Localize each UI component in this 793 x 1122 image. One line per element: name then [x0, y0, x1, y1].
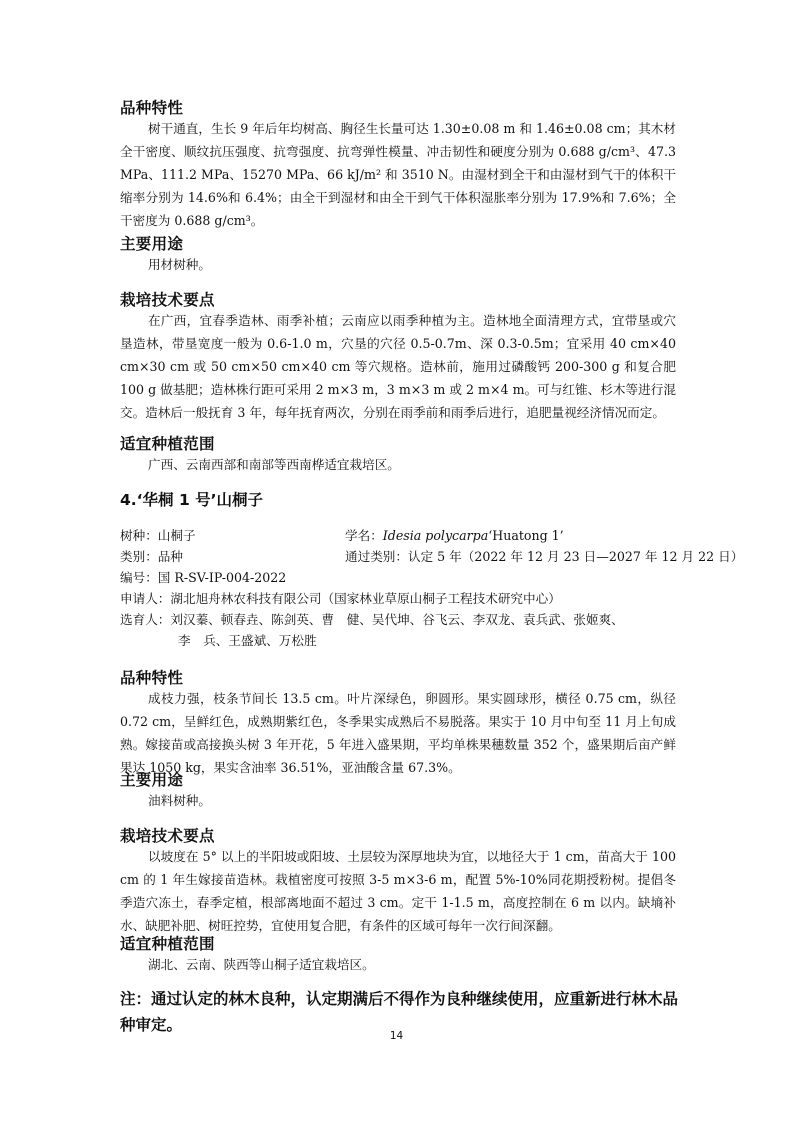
breeders-names-1: 刘汉蓁、顿春垚、陈剑英、曹 健、吴代坤、谷飞云、李双龙、袁兵武、张姬爽、	[170, 612, 624, 627]
traits-text: 树干通直，生长 9 年后年均树高、胸径生长量可达 1.30±0.08 m 和 1.46±0.08 cm；其木材全干密度、顺纹抗压强度、抗弯强度、抗弯弹性模量、冲击韧性和硬度分别为 0.688 g/cm³、47.3 MPa、111.2 MPa、15270 MPa、66 kJ/m² 和 3510 N。由湿材到全干和由湿材到气干的体积干缩率分别为 14.6%和 6.4%；由全干到湿材和由全干到气干体积湿胀率分别为 17.9%和 7.6%；全干密度为 0.688 g/cm³。	[120, 121, 676, 228]
sci-label: 学名：	[345, 528, 383, 543]
cultivation-text-2: 以坡度在 5° 以上的半阳坡或阳坡、土层较为深厚地块为宜，以地径大于 1 cm，苗高大于 100 cm 的 1 年生嫁接苗造林。栽植密度可按照 3-5 m×3-6 m，配置 5%-10%同花期授粉树。提倡冬季造穴冻土，春季定植，根部离地面不超过 3 cm。定干 1-1.5 m，高度控制在 6 m 以内。缺墒补水、缺肥补肥、树旺控势，宜使用复合肥，有条件的区域可每年一次行间深翻。	[120, 849, 676, 933]
heading-main-use-2: 主要用途	[120, 771, 184, 789]
heading-cultivation-2: 栽培技术要点	[120, 827, 215, 845]
code-value: 国 R-SV-IP-004-2022	[157, 570, 287, 585]
paragraph-main-use	[120, 253, 676, 276]
paragraph-main-use-2	[120, 789, 676, 812]
use-text-2: 油料树种。	[148, 793, 211, 808]
heading-cultivation: 栽培技术要点	[120, 291, 215, 309]
breeders-line	[120, 609, 624, 628]
code-label: 编号：	[120, 570, 158, 585]
heading-variety-traits-2: 品种特性	[120, 669, 184, 687]
heading-planting-range-2: 适宜种植范围	[120, 935, 215, 953]
traits-text-2: 成枝力强，枝条节间长 13.5 cm。叶片深绿色，卵圆形。果实圆球形，横径 0.75 cm，纵径 0.72 cm，呈鲜红色，成熟期紫红色，冬季果实成熟后不易脱落。果实于 10 月中旬至 11 月上旬成熟。嫁接苗或高接换头树 3 年开花，5 年进入盛果期，平均单株果穗数量 352 个，盛果期后亩产鲜果达 1050 kg，果实含油率 36.51%，亚油酸含量 67.3%。	[120, 691, 676, 775]
code-line	[120, 567, 286, 586]
paragraph-planting-range-2	[120, 953, 676, 976]
breeders-label: 选育人：	[120, 612, 171, 627]
certification-note: 注：通过认定的林木良种，认定期满后不得作为良种继续使用，应重新进行林木品种审定。	[120, 990, 679, 1034]
paragraph-cultivation-2	[120, 845, 676, 937]
paragraph-variety-traits	[120, 117, 676, 232]
approval-label: 通过类别：	[345, 549, 408, 564]
range-text-2: 湖北、云南、陕西等山桐子适宜栽培区。	[148, 957, 375, 972]
breeders-names-2: 李 兵、王盛斌、万松胜	[178, 633, 317, 648]
category-value: 品种	[157, 549, 183, 564]
range-text: 广西、云南西部和南部等西南桦适宜栽培区。	[148, 457, 400, 472]
heading-variety-traits: 品种特性	[120, 99, 184, 117]
approval-value: 认定 5 年（2022 年 12 月 23 日—2027 年 12 月 22 日）	[407, 549, 744, 564]
species-line	[120, 525, 196, 544]
species-value: 山桐子	[157, 528, 196, 543]
heading-planting-range: 适宜种植范围	[120, 435, 215, 453]
paragraph-variety-traits-2	[120, 687, 676, 779]
cultivation-text: 在广西，宜春季造林、雨季补植；云南应以雨季种植为主。造林地全面清理方式，宜带垦或穴垦造林，带垦宽度一般为 0.6-1.0 m，穴垦的穴径 0.5-0.7m、深 0.3-0.5m；宜采用 40 cm×40 cm×30 cm 或 50 cm×50 cm×40 cm 等穴规格。造林前，施用过磷酸钙 200-300 g 和复合肥 100 g 做基肥；造林株行距可采用 2 m×3 m，3 m×3 m 或 2 m×4 m。可与红锥、杉木等进行混交。造林后一般抚育 3 年，每年抚育两次，分别在雨季前和雨季后进行，追肥量视经济情况而定。	[120, 313, 676, 420]
species-label: 树种：	[120, 528, 158, 543]
paragraph-cultivation	[120, 309, 676, 424]
applicant-value: 湖北旭舟林农科技有限公司（国家林业草原山桐子工程技术研究中心）	[170, 591, 561, 606]
category-line	[120, 546, 183, 565]
use-text: 用材树种。	[148, 257, 211, 272]
scientific-name-line	[345, 525, 564, 544]
applicant-line	[120, 588, 561, 607]
sci-name: Idesia polycarpa	[382, 528, 489, 543]
applicant-label: 申请人：	[120, 591, 171, 606]
heading-main-use: 主要用途	[120, 235, 184, 253]
sci-cultivar: ‘Huatong 1’	[488, 528, 564, 543]
category-label: 类别：	[120, 549, 158, 564]
page-number: 14	[389, 1030, 404, 1042]
variety-title: 4.‘华桐 1 号’山桐子	[120, 491, 264, 509]
paragraph-planting-range	[120, 453, 676, 476]
approval-line	[345, 546, 743, 565]
